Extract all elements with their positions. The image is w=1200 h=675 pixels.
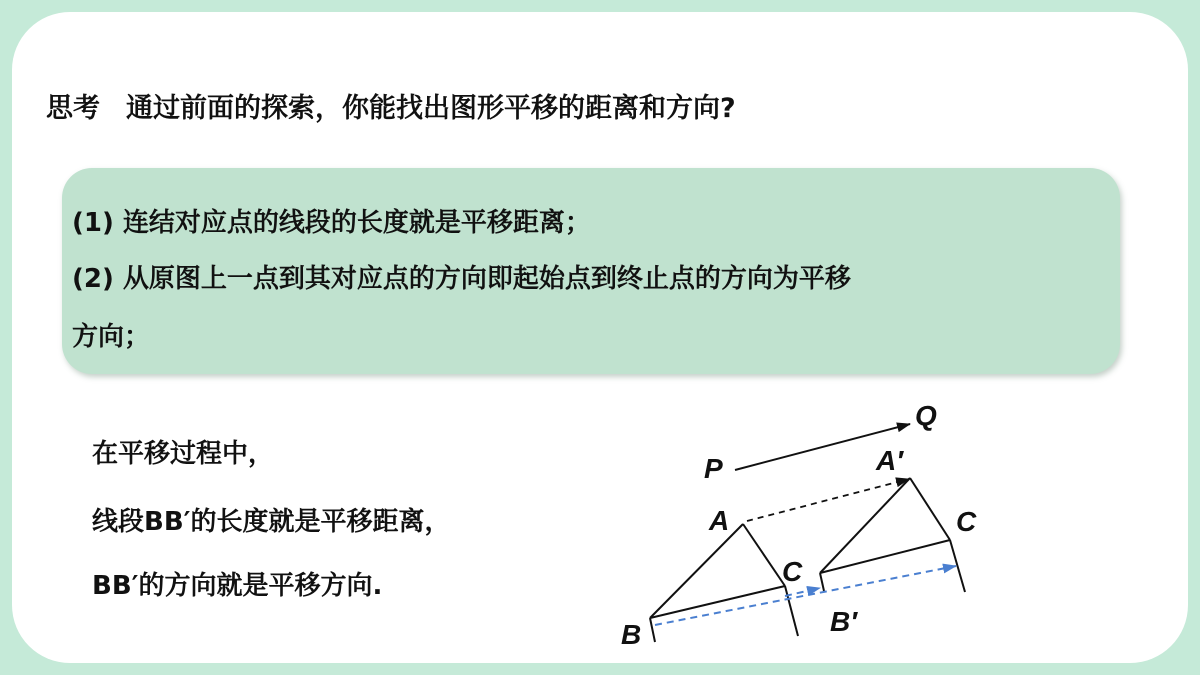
question-text: 通过前面的探索，你能找出图形平移的距离和方向? <box>126 93 736 124</box>
dashed-arrow-a-to-a-prime <box>747 479 909 521</box>
segment-a-prime-c-prime <box>910 478 950 540</box>
slide-card <box>12 12 1188 663</box>
key-point-1: (1) 连结对应点的线段的长度就是平移距离； <box>72 208 591 238</box>
segment-b-tail <box>650 618 655 642</box>
translated-figure <box>820 478 965 592</box>
label-a: A <box>709 505 730 536</box>
label-a-prime: A′ <box>876 445 903 476</box>
key-point-2-continued: 方向； <box>72 322 151 352</box>
segment-b-prime-tail <box>820 573 824 591</box>
segment-a-prime-b-prime <box>820 478 910 573</box>
question-label: 思考 <box>46 93 100 124</box>
original-figure <box>650 524 798 642</box>
segment-ab <box>650 524 743 618</box>
label-c-prime: C <box>956 506 977 537</box>
key-point-2: (2) 从原图上一点到其对应点的方向即起始点到终止点的方向为平移 <box>72 264 851 294</box>
dashed-arrow-b-to-b-prime <box>655 566 956 625</box>
segment-ac <box>743 524 785 586</box>
label-b-prime: B′ <box>830 606 857 637</box>
translation-diagram <box>12 12 1188 663</box>
conclusion-line-2: 线段BB′的长度就是平移距离， <box>92 507 451 537</box>
label-c: C <box>782 556 803 587</box>
label-q: Q <box>915 400 937 431</box>
conclusion-line-3: BB′的方向就是平移方向. <box>92 571 383 601</box>
conclusion-line-1: 在平移过程中， <box>92 439 275 469</box>
label-p: P <box>704 453 723 484</box>
dashed-arrow-c-to-c-prime <box>785 588 820 596</box>
segment-b-prime-c-prime <box>820 540 950 573</box>
label-b: B <box>621 619 642 650</box>
